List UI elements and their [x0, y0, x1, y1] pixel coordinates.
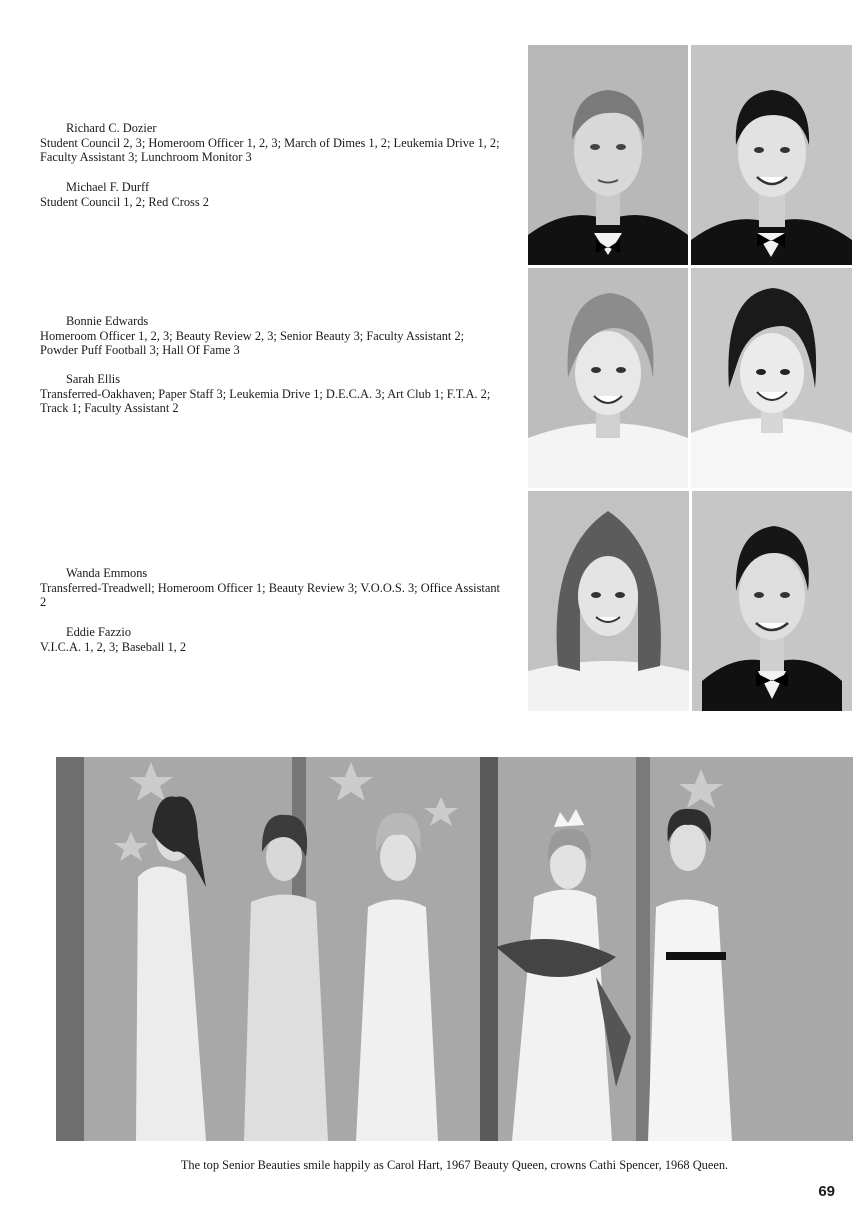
senior-name: Michael F. Durff [66, 180, 150, 194]
photo-caption: The top Senior Beauties smile happily as Carol Hart, 1967 Beauty Queen, crowns Cathi Spencer, 1968 Queen. [180, 1158, 729, 1172]
senior-name: Richard C. Dozier [66, 121, 157, 135]
portrait-ellis [691, 268, 852, 488]
senior-entry-durff [40, 180, 502, 209]
portrait-dozier [528, 45, 688, 265]
portrait-durff [691, 45, 852, 265]
senior-activities: Transferred-Oakhaven; Paper Staff 3; Leukemia Drive 1; D.E.C.A. 3; Art Club 1; F.T.A. 2; Track 1; Faculty Assistant 2 [40, 386, 491, 416]
portrait-edwards [528, 268, 688, 488]
portrait-fazzio [692, 491, 852, 711]
beauty-queen-group-photo [56, 757, 853, 1141]
senior-entry-dozier [40, 121, 502, 165]
senior-name: Sarah Ellis [66, 372, 121, 386]
page-number: 69 [818, 1183, 835, 1200]
senior-name: Eddie Fazzio [66, 625, 132, 639]
senior-entry-fazzio [40, 625, 502, 654]
senior-entry-emmons [40, 566, 502, 610]
portrait-emmons [528, 491, 689, 711]
senior-activities: Transferred-Treadwell; Homeroom Officer 1; Beauty Review 3; V.O.O.S. 3; Office Assistant 2 [40, 580, 500, 610]
senior-name: Wanda Emmons [66, 566, 148, 580]
senior-activities: Student Council 2, 3; Homeroom Officer 1, 2, 3; March of Dimes 1, 2; Leukemia Drive 1, 2; Faculty Assistant 3; Lunchroom Monitor 3 [40, 135, 500, 165]
senior-activities: Homeroom Officer 1, 2, 3; Beauty Review 2, 3; Senior Beauty 3; Faculty Assistant 2; Powder Puff Football 3; Hall Of Fame 3 [40, 328, 465, 358]
senior-activities: Student Council 1, 2; Red Cross 2 [40, 194, 209, 209]
senior-activities: V.I.C.A. 1, 2, 3; Baseball 1, 2 [40, 639, 187, 654]
senior-entry-edwards [40, 314, 502, 358]
senior-entry-ellis [40, 372, 502, 416]
senior-name: Bonnie Edwards [66, 314, 149, 328]
